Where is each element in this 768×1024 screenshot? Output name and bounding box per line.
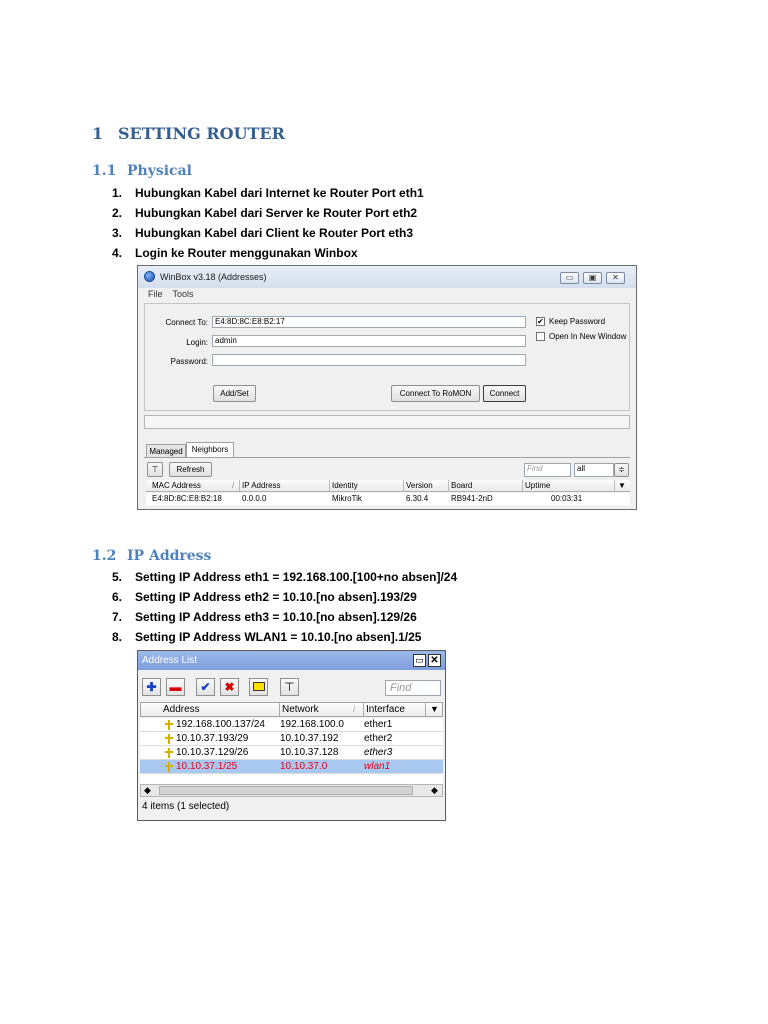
address-row-selected[interactable] <box>140 760 443 774</box>
col-interface[interactable]: Interface <box>363 703 405 716</box>
open-new-window-label: Open In New Window <box>549 332 627 341</box>
funnel-icon: ⊤ <box>284 680 295 694</box>
address-list-title: Address List <box>142 655 198 666</box>
neighbor-mac: E4:8D:8C:E8:B2:18 <box>152 494 222 503</box>
address-row[interactable] <box>140 746 443 760</box>
close-icon[interactable]: ✕ <box>428 654 441 667</box>
chevron-down-icon: ≑ <box>618 465 625 474</box>
refresh-button[interactable]: Refresh <box>169 462 212 477</box>
winbox-title: WinBox v3.18 (Addresses) <box>160 272 267 282</box>
row-network: 10.10.37.0 <box>280 761 328 772</box>
menu-tools[interactable]: Tools <box>172 289 194 299</box>
disable-button[interactable] <box>220 678 239 696</box>
connect-to-input[interactable]: E4:8D:8C:E8:B2:17 <box>212 316 526 328</box>
row-network: 10.10.37.192 <box>280 733 339 744</box>
plus-icon: ✚ <box>146 680 157 694</box>
tab-divider <box>144 457 630 458</box>
col-network[interactable]: Network <box>279 703 319 716</box>
neighbor-identity: MikroTik <box>332 494 362 503</box>
neighbor-ip: 0.0.0.0 <box>242 494 267 503</box>
address-icon <box>164 748 174 758</box>
col-version[interactable]: Version <box>403 480 433 491</box>
row-address: 10.10.37.193/29 <box>176 733 249 744</box>
tab-managed[interactable]: Managed <box>146 444 186 458</box>
minimize-button[interactable]: ▭ <box>560 272 579 284</box>
password-label: Password: <box>170 357 208 366</box>
address-table-header: Address Network / Interface ▼ <box>140 702 443 717</box>
funnel-icon: ⊤ <box>151 465 159 474</box>
step-7: 7. Setting IP Address eth3 = 10.10.[no absen].129/26 <box>112 610 417 624</box>
heading-physical: 1.1 Physical <box>92 163 192 179</box>
connect-romon-button[interactable]: Connect To RoMON <box>391 385 480 402</box>
col-menu-icon[interactable]: ▼ <box>425 703 439 716</box>
scroll-left-icon[interactable]: ◆ <box>144 785 151 795</box>
step-1: 1. Hubungkan Kabel dari Internet ke Router Port eth1 <box>112 186 424 200</box>
heading-ip-address: 1.2 IP Address <box>92 548 212 564</box>
step-8: 8. Setting IP Address WLAN1 = 10.10.[no absen].1/25 <box>112 630 422 644</box>
row-interface: ether2 <box>364 733 393 744</box>
remove-button[interactable] <box>166 678 185 696</box>
step-2: 2. Hubungkan Kabel dari Server ke Router Port eth2 <box>112 206 418 220</box>
address-icon <box>164 734 174 744</box>
filter-dropdown[interactable] <box>614 463 629 477</box>
find-input[interactable]: Find <box>385 680 441 696</box>
col-board[interactable]: Board <box>448 480 472 491</box>
login-input[interactable]: admin <box>212 335 526 347</box>
check-icon: ✔ <box>200 680 211 694</box>
add-set-button[interactable]: Add/Set <box>213 385 256 402</box>
minus-icon: ▬ <box>169 680 182 694</box>
winbox-logo-icon <box>144 271 155 282</box>
status-text: 4 items (1 selected) <box>142 801 230 812</box>
comment-button[interactable] <box>249 678 268 696</box>
maximize-button[interactable]: ▣ <box>583 272 602 284</box>
step-6: 6. Setting IP Address eth2 = 10.10.[no absen].193/29 <box>112 590 417 604</box>
filter-button[interactable] <box>280 678 299 696</box>
open-new-window-checkbox[interactable] <box>536 332 545 341</box>
find-input[interactable]: Find <box>524 463 571 477</box>
note-icon <box>253 682 265 691</box>
connect-to-label: Connect To: <box>165 318 208 327</box>
connect-button[interactable]: Connect <box>483 385 526 402</box>
winbox-titlebar[interactable] <box>138 266 636 288</box>
status-bar <box>144 415 630 429</box>
col-ip[interactable]: IP Address <box>239 480 281 491</box>
filter-select[interactable]: all <box>574 463 614 477</box>
row-address: 10.10.37.1/25 <box>176 761 238 772</box>
neighbor-board: RB941-2nD <box>451 494 493 503</box>
row-interface: ether1 <box>364 719 393 730</box>
col-mac[interactable]: MAC Address <box>152 481 201 490</box>
scroll-right-icon[interactable]: ◆ <box>431 785 438 795</box>
address-icon <box>164 762 174 772</box>
scrollbar-thumb[interactable] <box>159 786 413 795</box>
address-row[interactable] <box>140 718 443 732</box>
tab-neighbors[interactable]: Neighbors <box>186 442 234 458</box>
keep-password-label: Keep Password <box>549 317 606 326</box>
row-interface: ether3 <box>364 747 393 758</box>
address-list-titlebar[interactable] <box>138 651 445 670</box>
add-button[interactable] <box>142 678 161 696</box>
col-menu-icon[interactable]: ▼ <box>614 480 626 491</box>
address-row[interactable] <box>140 732 443 746</box>
col-uptime[interactable]: Uptime <box>522 480 550 491</box>
row-network: 192.168.100.0 <box>280 719 344 730</box>
login-label: Login: <box>186 338 208 347</box>
neighbor-version: 6.30.4 <box>406 494 429 503</box>
address-list-window <box>137 650 446 821</box>
menu-bar <box>138 289 636 302</box>
enable-button[interactable] <box>196 678 215 696</box>
col-address[interactable]: Address <box>163 704 200 715</box>
col-identity[interactable]: Identity <box>329 480 358 491</box>
step-3: 3. Hubungkan Kabel dari Client ke Router Port eth3 <box>112 226 414 240</box>
neighbors-table-header: MAC Address / IP Address Identity Version Board Uptime ▼ <box>146 480 630 492</box>
neighbor-uptime: 00:03:31 <box>551 494 583 503</box>
keep-password-checkbox[interactable]: ✔ <box>537 317 544 326</box>
heading-setting-router: 1 SETTING ROUTER <box>92 124 285 143</box>
row-network: 10.10.37.128 <box>280 747 339 758</box>
neighbor-row[interactable] <box>146 493 630 505</box>
maximize-icon[interactable]: ▭ <box>413 654 426 667</box>
row-address: 192.168.100.137/24 <box>176 719 265 730</box>
address-icon <box>164 720 174 730</box>
menu-file[interactable]: File <box>148 289 163 299</box>
table-empty-space <box>140 774 443 784</box>
step-4: 4. Login ke Router menggunakan Winbox <box>112 246 358 260</box>
horizontal-scrollbar[interactable] <box>140 784 443 797</box>
row-address: 10.10.37.129/26 <box>176 747 249 758</box>
winbox-window <box>137 265 637 510</box>
x-icon: ✖ <box>224 680 235 694</box>
row-interface: wlan1 <box>364 761 391 772</box>
close-button[interactable]: ✕ <box>606 272 625 284</box>
password-input[interactable] <box>212 354 526 366</box>
filter-button[interactable] <box>147 462 163 477</box>
step-5: 5. Setting IP Address eth1 = 192.168.100.[100+no absen]/24 <box>112 570 458 584</box>
